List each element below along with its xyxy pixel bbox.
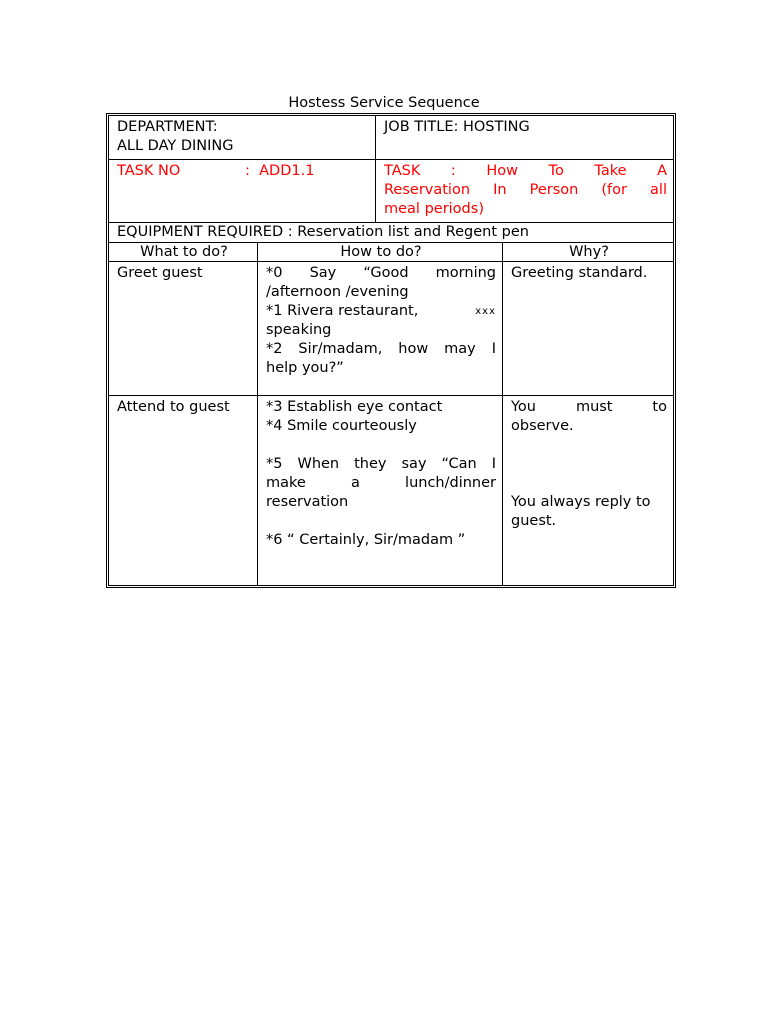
what-text: Greet guest (117, 265, 203, 281)
why-line: observe. (511, 418, 574, 434)
department-label: DEPARTMENT: (117, 119, 218, 135)
job-title-cell (375, 116, 673, 159)
how-line: *2 Sir/madam, how may I (266, 341, 496, 357)
how-cell (257, 396, 502, 585)
how-line: *4 Smile courteously (266, 418, 417, 434)
what-cell (109, 396, 257, 585)
how-line: speaking (266, 322, 332, 338)
equipment-required: EQUIPMENT REQUIRED : Reservation list and Regent pen (117, 224, 529, 240)
department-row (109, 116, 673, 160)
how-line: /afternoon /evening (266, 284, 409, 300)
what-text: Attend to guest (117, 399, 230, 415)
task-description-line: meal periods) (384, 201, 484, 217)
table-row (109, 262, 673, 396)
department-value: ALL DAY DINING (117, 138, 234, 154)
task-no-separator: : (245, 163, 250, 179)
why-cell (502, 262, 673, 395)
task-no-cell (109, 160, 375, 222)
why-line: You must to (511, 399, 667, 415)
column-header-how: How to do? (257, 243, 502, 261)
how-line (266, 302, 496, 321)
why-text: Greeting standard. (511, 265, 648, 281)
how-cell (257, 262, 502, 395)
how-line: help you?” (266, 360, 344, 376)
task-no-label: TASK NO (117, 163, 181, 179)
department-cell (109, 116, 375, 159)
why-line: You always reply to (511, 494, 651, 510)
how-line: *3 Establish eye contact (266, 399, 443, 415)
how-line: *0 Say “Good morning (266, 265, 496, 281)
table-row (109, 396, 673, 585)
why-line: guest. (511, 513, 557, 529)
what-cell (109, 262, 257, 395)
how-line: *5 When they say “Can I (266, 456, 496, 472)
equipment-row (109, 223, 673, 243)
task-description-line: Reservation In Person (for all (384, 182, 667, 198)
task-no-value: ADD1.1 (259, 163, 315, 179)
document-title: Hostess Service Sequence (288, 95, 480, 111)
task-description-line: TASK : How To Take A (384, 163, 667, 179)
task-row (109, 160, 673, 223)
column-header-what: What to do? (140, 244, 228, 260)
task-description-cell (375, 160, 673, 222)
how-line-part: *1 Rivera restaurant, (266, 303, 419, 319)
why-cell (502, 396, 673, 585)
column-header-why: Why? (502, 243, 673, 261)
how-line: make a lunch/dinner (266, 475, 496, 491)
job-title: JOB TITLE: HOSTING (384, 119, 530, 135)
column-header-row (109, 243, 673, 262)
how-line: *6 “ Certainly, Sir/madam ” (266, 532, 466, 548)
how-line-part: xxx (475, 306, 496, 317)
service-sequence-table (106, 113, 676, 588)
how-line: reservation (266, 494, 349, 510)
